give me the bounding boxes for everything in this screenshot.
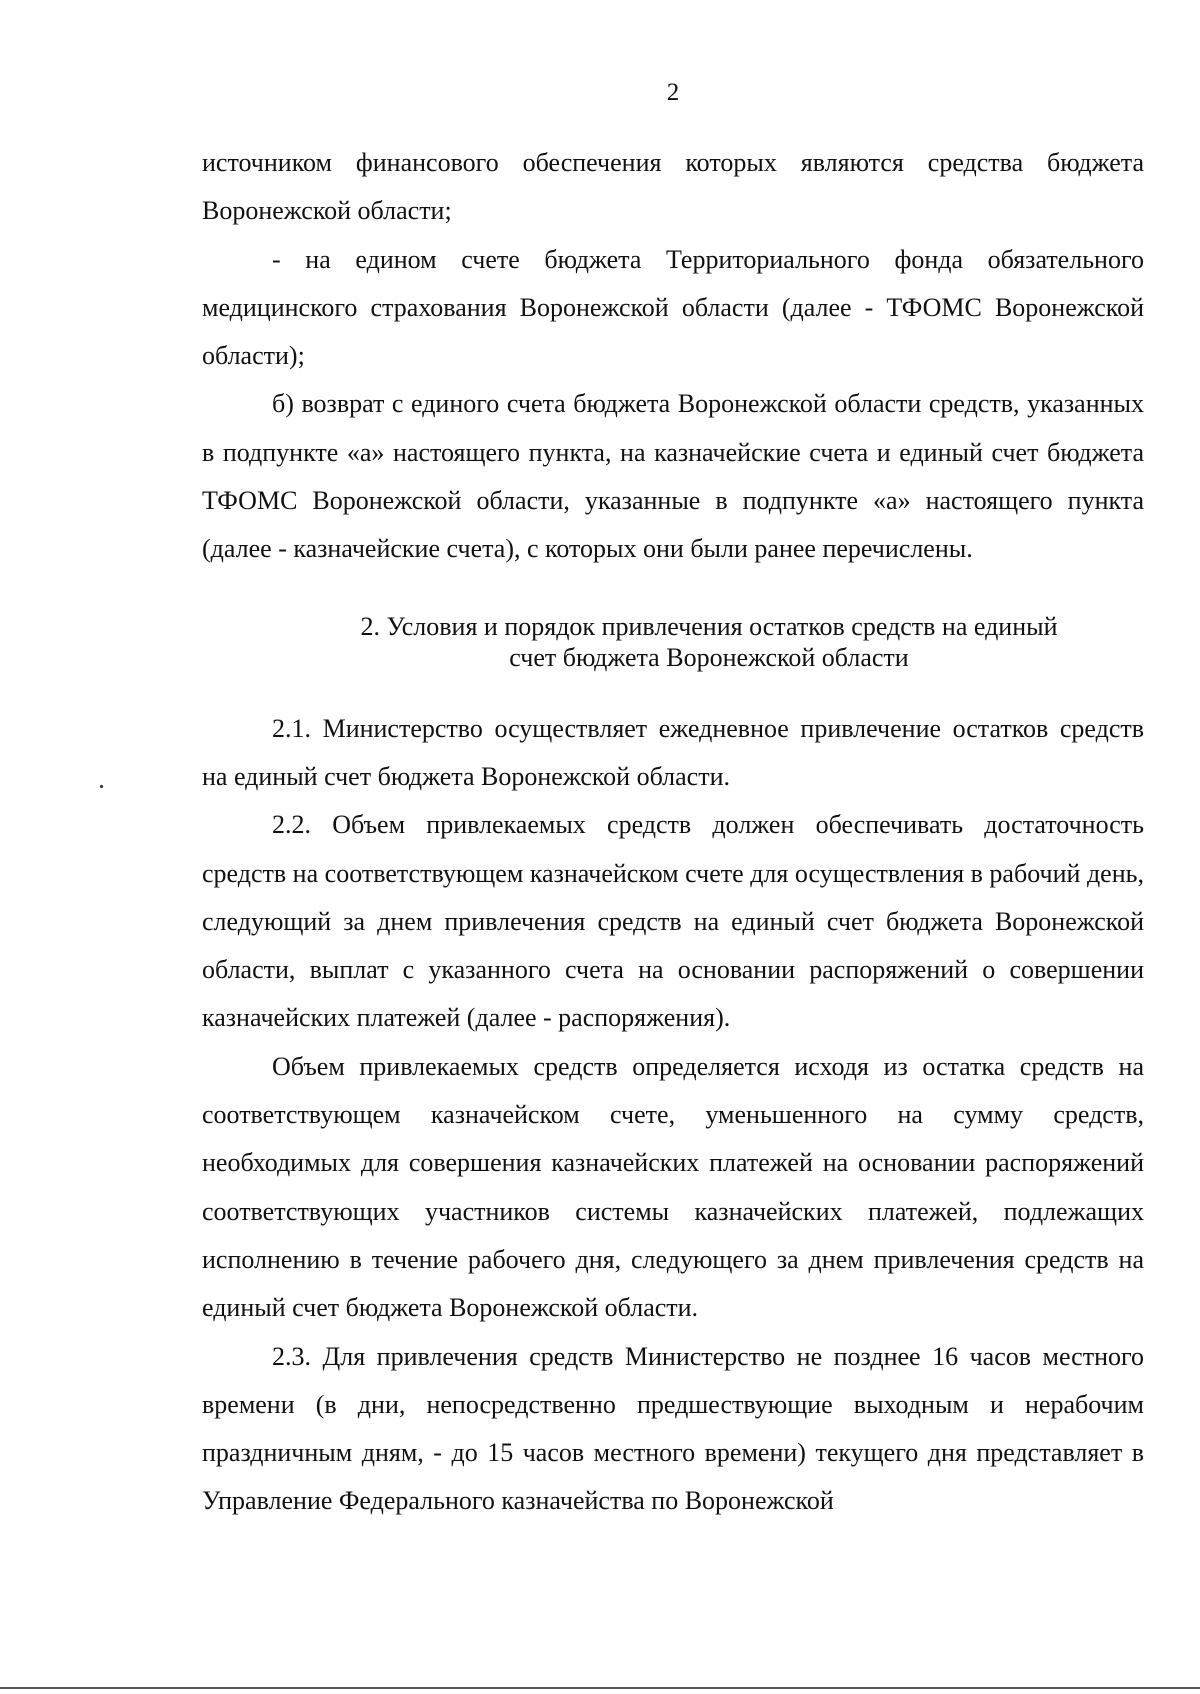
paragraph-continuation: источником финансового обеспечения которых являются средства бюджета Воронежской области; bbox=[202, 148, 1144, 226]
paragraph-2-1: 2.1. Министерство осуществляет ежедневное привлечение остатков средств на единый счет бюджета Воронежской области. bbox=[202, 713, 1144, 791]
paragraph-tfoms-account: - на едином счете бюджета Территориального фонда обязательного медицинского страхования Воронежской области (далее - ТФОМС Воронежской области); bbox=[202, 244, 1144, 371]
paragraph-2-2: 2.2. Объем привлекаемых средств должен обеспечивать достаточность средств на соответствующем казначейском счете для осуществления в рабочий день, следующий за днем привлечения средств на единый счет бюджета Воронежской области, выплат с указанного счета на основании распоряжений о совершении казначейских платежей (далее - распоряжения). bbox=[202, 810, 1144, 1033]
section-heading-line1: 2. Условия и порядок привлечения остатков средств на единый bbox=[360, 611, 1058, 641]
section-heading bbox=[202, 611, 1144, 673]
paragraph-2-2-volume: Объем привлекаемых средств определяется исходя из остатка средств на соответствующем казначейском счете, уменьшенного на сумму средств, необходимых для совершения казначейских платежей на основании распоряжений соответствующих участников системы казначейских платежей, подлежащих исполнению в течение рабочего дня, следующего за днем привлечения средств на единый счет бюджета Воронежской области. bbox=[202, 1051, 1144, 1323]
section-heading-line2: счет бюджета Воронежской области bbox=[509, 642, 909, 672]
paragraph-return-funds: б) возврат с единого счета бюджета Воронежской области средств, указанных в подпункте «а» настоящего пункта, на казначейские счета и единый счет бюджета ТФОМС Воронежской области, указанные в подпункте «а» настоящего пункта (далее - казначейские счета), с которых они были ранее перечислены. bbox=[202, 389, 1144, 564]
document-body bbox=[202, 139, 1144, 1526]
scan-artifact-mark bbox=[99, 784, 103, 788]
page-number: 2 bbox=[666, 79, 680, 106]
paragraph-2-3: 2.3. Для привлечения средств Министерство не позднее 16 часов местного времени (в дни, непосредственно предшествующие выходным и нерабочим праздничным дням, - до 15 часов местного времени) текущего дня представляет в Управление Федерального казначейства по Воронежской bbox=[202, 1341, 1144, 1516]
bottom-border-line bbox=[0, 1687, 1200, 1689]
